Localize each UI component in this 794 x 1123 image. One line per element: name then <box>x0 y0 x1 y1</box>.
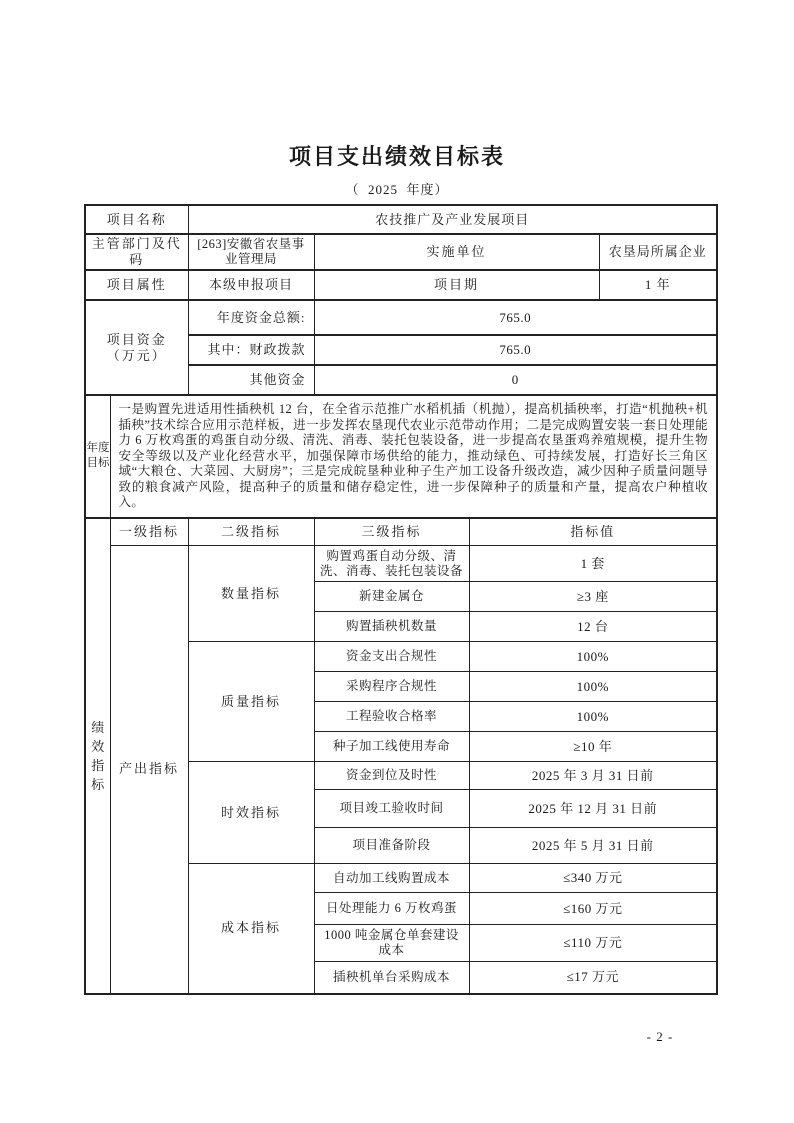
period-label: 项目期 <box>314 270 599 300</box>
group-timeliness-label: 时效指标 <box>188 762 314 864</box>
document-year-subtitle: （ 2025 年度） <box>345 182 449 197</box>
row-department <box>85 234 717 270</box>
funds-label <box>85 300 188 395</box>
indicator-value: 2025 年 5 月 31 日前 <box>469 828 717 864</box>
funds-total-value: 765.0 <box>314 300 717 335</box>
indicator-name: 资金到位及时性 <box>314 762 469 790</box>
indicator-value: 100% <box>469 642 717 672</box>
funds-fiscal-label: 其中：财政拨款 <box>188 335 314 365</box>
page-number: - 2 - <box>646 1029 674 1044</box>
indicator-value: ≥3 座 <box>469 582 717 612</box>
performance-target-table <box>84 204 718 995</box>
performance-indicator-side-label: 绩效指标 <box>91 719 105 792</box>
annual-goal-text: 一是购置先进适用性插秧机 12 台，在全省示范推广水稻机插（机抛），提高机插秧率，打造“机抛秧+机插秧”技术综合应用示范样板，进一步发挥农垦现代农业示范带动作用；二是完成购置安装一套日处理能力 6 万枚鸡蛋的鸡蛋自动分级、清洗、消毒、装托包装设备，进一步提高农垦蛋鸡养殖规模，提升生物安全等级以及产业化经营水平，加强保障市场供给的能力，推动绿色、可持续发展，打造好长三角区域“大粮仓、大菜园、大厨房”；三是完成皖垦种业种子生产加工设备升级改造，减少因种子质量问题导致的粮食减产风险，提高种子的质量和储存稳定性，进一步保障种子的质量和产量，提高农户种植收入。 <box>110 395 717 518</box>
level1-output-label: 产出指标 <box>110 546 188 994</box>
funds-total-label: 年度资金总额: <box>188 300 314 335</box>
indicator-name: 购置鸡蛋自动分级、清洗、消毒、装托包装设备 <box>314 546 469 582</box>
indicator-value: ≤110 万元 <box>469 925 717 962</box>
indicator-value: ≤17 万元 <box>469 962 717 994</box>
funds-other-label: 其他资金 <box>188 365 314 395</box>
row-indicator-header <box>85 518 717 546</box>
indicator-name: 种子加工线使用寿命 <box>314 732 469 762</box>
attribute-value: 本级申报项目 <box>188 270 314 300</box>
project-name-value: 农技推广及产业发展项目 <box>188 205 717 234</box>
annual-goal-label-cell <box>85 395 110 518</box>
row-annual-goal <box>85 395 717 518</box>
performance-indicator-side-label-cell <box>85 518 110 994</box>
document-title: 项目支出绩效目标表 <box>288 144 505 169</box>
funds-other-value: 0 <box>314 365 717 395</box>
header-level3: 三级指标 <box>314 518 469 546</box>
indicator-value: 100% <box>469 672 717 702</box>
indicator-value: 100% <box>469 702 717 732</box>
indicator-value: 2025 年 3 月 31 日前 <box>469 762 717 790</box>
funds-label-line2: （万元） <box>106 347 167 363</box>
row-funds-total <box>85 300 717 335</box>
annual-goal-label: 年度目标 <box>86 442 110 470</box>
indicator-name: 项目竣工验收时间 <box>314 790 469 828</box>
row-attribute <box>85 270 717 300</box>
row-project-name <box>85 205 717 234</box>
indicator-value: ≤340 万元 <box>469 864 717 893</box>
group-quantity-label: 数量指标 <box>188 546 314 642</box>
indicator-value: 1 套 <box>469 546 717 582</box>
project-name-label: 项目名称 <box>85 205 188 234</box>
attribute-label: 项目属性 <box>85 270 188 300</box>
indicator-value: ≥10 年 <box>469 732 717 762</box>
header-level1: 一级指标 <box>110 518 188 546</box>
header-level2: 二级指标 <box>188 518 314 546</box>
indicator-value: ≤160 万元 <box>469 893 717 925</box>
period-value: 1 年 <box>599 270 717 300</box>
funds-label-line1: 项目资金 <box>106 331 167 347</box>
header-value: 指标值 <box>469 518 717 546</box>
funds-fiscal-value: 765.0 <box>314 335 717 365</box>
indicator-row <box>85 546 717 582</box>
indicator-name: 日处理能力 6 万枚鸡蛋 <box>314 893 469 925</box>
group-quality-label: 质量指标 <box>188 642 314 762</box>
department-label: 主管部门及代码 <box>85 234 188 270</box>
indicator-name: 自动加工线购置成本 <box>314 864 469 893</box>
indicator-name: 购置插秧机数量 <box>314 612 469 642</box>
indicator-name: 资金支出合规性 <box>314 642 469 672</box>
indicator-name: 新建金属仓 <box>314 582 469 612</box>
indicator-name: 工程验收合格率 <box>314 702 469 732</box>
impl-unit-label: 实施单位 <box>314 234 599 270</box>
indicator-value: 12 台 <box>469 612 717 642</box>
indicator-name: 1000 吨金属仓单套建设成本 <box>314 925 469 962</box>
indicator-name: 项目准备阶段 <box>314 828 469 864</box>
impl-unit-value: 农垦局所属企业 <box>599 234 717 270</box>
indicator-name: 插秧机单台采购成本 <box>314 962 469 994</box>
department-value: [263]安徽省农垦事业管理局 <box>188 234 314 270</box>
group-cost-label: 成本指标 <box>188 864 314 994</box>
indicator-name: 采购程序合规性 <box>314 672 469 702</box>
indicator-value: 2025 年 12 月 31 日前 <box>469 790 717 828</box>
